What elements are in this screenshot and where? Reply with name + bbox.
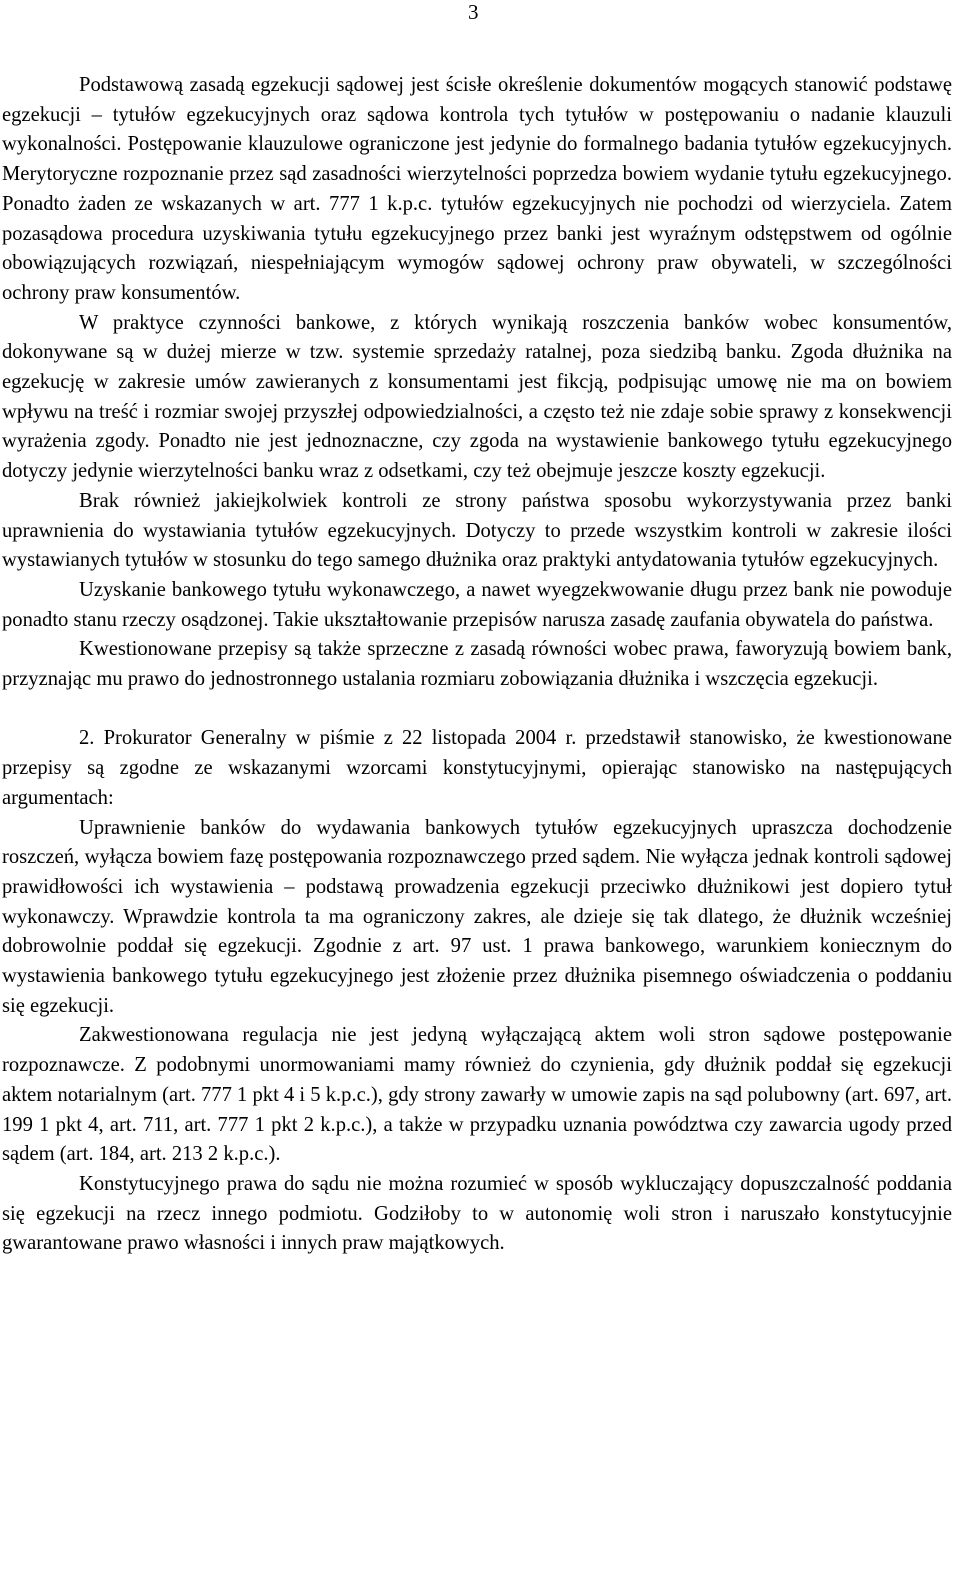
paragraph: Kwestionowane przepisy są także sprzeczne z zasadą równości wobec prawa, faworyzują bowiem bank, przyznając mu prawo do jednostronnego ustalania rozmiaru zobowiązania dłużnika i wszczęcia egzekucji. xyxy=(2,638,952,691)
paragraph: Uprawnienie banków do wydawania bankowych tytułów egzekucyjnych upraszcza dochodzenie roszczeń, wyłącza bowiem fazę postępowania rozpoznawczego przed sądem. Nie wyłącza jednak kontroli sądowej prawidłowości ich wystawienia – podstawą prowadzenia egzekucji przeciwko dłużnikowi jest dopiero tytuł wykonawczy. Wprawdzie kontrola ta ma ograniczony zakres, ale dzieje się tak dlatego, że dłużnik wcześniej dobrowolnie poddał się egzekucji. Zgodnie z art. 97 ust. 1 prawa bankowego, warunkiem koniecznym do wystawienia bankowego tytułu egzekucyjnego jest złożenie przez dłużnika pisemnego oświadczenia o poddaniu się egzekucji. xyxy=(2,816,952,1017)
paragraph: Podstawową zasadą egzekucji sądowej jest ścisłe określenie dokumentów mogących stanowić podstawę egzekucji – tytułów egzekucyjnych oraz sądowa kontrola tych tytułów w postępowaniu o nadanie klauzuli wykonalności. Postępowanie klauzulowe ograniczone jest jedynie do formalnego badania tytułów egzekucyjnych. Merytoryczne rozpoznanie przez sąd zasadności wierzytelności poprzedza bowiem wydanie tytułu egzekucyjnego. Ponadto żaden ze wskazanych w art. 777 1 k.p.c. tytułów egzekucyjnych nie pochodzi od wierzyciela. Zatem pozasądowa procedura uzyskiwania tytułu egzekucyjnego przez banki jest wyraźnym odstępstwem od ogólnie obowiązujących rozwiązań, niespełniającym wymogów sądowej ochrony praw obywateli, w szczególności ochrony praw konsumentów. xyxy=(2,74,952,304)
paragraph-section-2: 2. Prokurator Generalny w piśmie z 22 listopada 2004 r. przedstawił stanowisko, że kwestionowane przepisy są zgodne ze wskazanymi wzorcami konstytucyjnymi, opierając stanowisko na następujących argumentach: xyxy=(2,727,952,809)
paragraph: Uzyskanie bankowego tytułu wykonawczego, a nawet wyegzekwowanie długu przez bank nie powoduje ponadto stanu rzeczy osądzonej. Takie ukształtowanie przepisów narusza zasadę zaufania obywatela do państwa. xyxy=(2,578,952,631)
paragraph: Zakwestionowana regulacja nie jest jedyną wyłączającą aktem woli stron sądowe postępowanie rozpoznawcze. Z podobnymi unormowaniami mamy również do czynienia, gdy dłużnik poddał się egzekucji aktem notarialnym (art. 777 1 pkt 4 i 5 k.p.c.), gdy strony zawarły w umowie zapis na sąd polubowny (art. 697, art. 199 1 pkt 4, art. 711, art. 777 1 pkt 2 k.p.c.), a także w przypadku uznania powództwa czy zawarcia ugody przed sądem (art. 184, art. 213 2 k.p.c.). xyxy=(2,1024,952,1166)
page-number: 3 xyxy=(468,0,479,24)
paragraph: W praktyce czynności bankowe, z których wynikają roszczenia banków wobec konsumentów, dokonywane są w dużej mierze w tzw. systemie sprzedaży ratalnej, poza siedzibą banku. Zgoda dłużnika na egzekucję w zakresie umów zawieranych z konsumentami jest fikcją, podpisując umowę nie ma on bowiem wpływu na treść i rozmiar swojej przyszłej odpowiedzialności, a często też nie zdaje sobie sprawy z konsekwencji wyrażenia zgody. Ponadto nie jest jednoznaczne, czy zgoda na wystawienie bankowego tytułu egzekucyjnego dotyczy jedynie wierzytelności banku wraz z odsetkami, czy też obejmuje jeszcze koszty egzekucji. xyxy=(2,311,952,483)
paragraph: Konstytucyjnego prawa do sądu nie można rozumieć w sposób wykluczający dopuszczalność poddania się egzekucji na rzecz innego podmiotu. Godziłoby to w autonomię woli stron i naruszało konstytucyjnie gwarantowane prawo własności i innych praw majątkowych. xyxy=(2,1173,952,1255)
paragraph: Brak również jakiejkolwiek kontroli ze strony państwa sposobu wykorzystywania przez banki uprawnienia do wystawiania tytułów egzekucyjnych. Dotyczy to przede wszystkim kontroli w zakresie ilości wystawianych tytułów w stosunku do tego samego dłużnika oraz praktyki antydatowania tytułów egzekucyjnych. xyxy=(2,489,952,572)
document-body xyxy=(2,71,952,1259)
